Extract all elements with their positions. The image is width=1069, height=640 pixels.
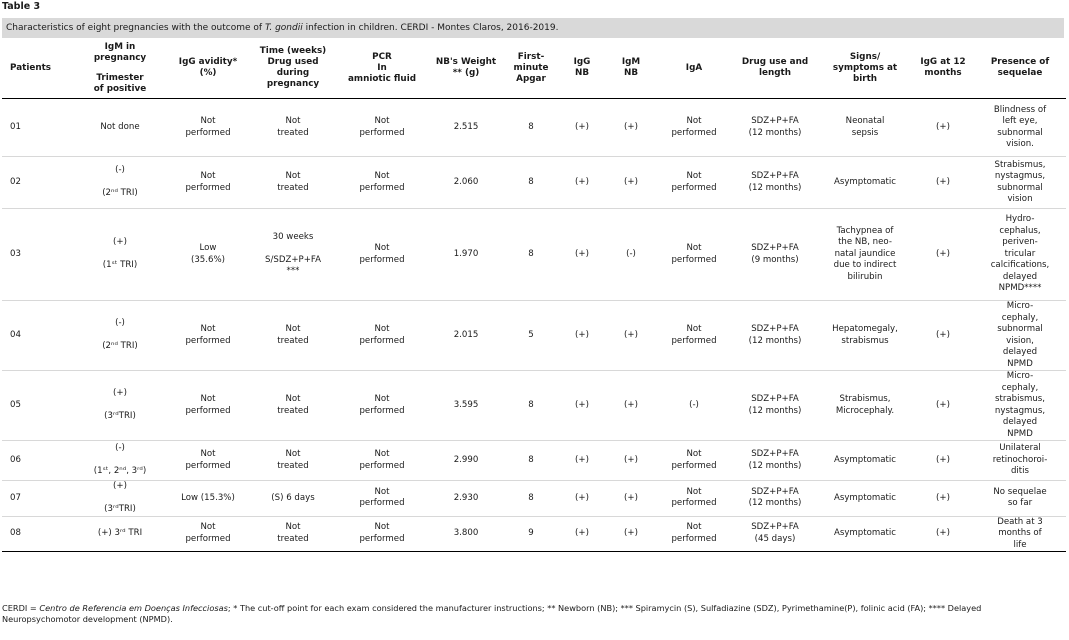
table-row xyxy=(2,441,1066,481)
table-row xyxy=(2,371,1066,441)
header-sequelae: Presence of sequelae xyxy=(974,38,1066,99)
cell-igg-avidity: Not performed xyxy=(166,516,250,552)
cell-sequelae: Death at 3 months of life xyxy=(974,516,1066,552)
cell-pcr-amniotic: Not performed xyxy=(336,371,428,441)
cell-sequelae: No sequelae so far xyxy=(974,481,1066,517)
cell-igg-nb: (+) xyxy=(558,99,606,157)
cell-igg-nb: (+) xyxy=(558,209,606,301)
cell-igg-avidity: Not performed xyxy=(166,301,250,371)
header-signs: Signs/ symptoms at birth xyxy=(818,38,912,99)
table-label: Table 3 xyxy=(2,1,41,12)
cell-patient-id: 04 xyxy=(2,301,74,371)
cell-igg-nb: (+) xyxy=(558,516,606,552)
header-igg-avidity: IgG avidity* (%) xyxy=(166,38,250,99)
cell-iga: Not performed xyxy=(656,481,732,517)
cell-sequelae: Strabismus, nystagmus, subnormal vision xyxy=(974,157,1066,209)
header-patients: Patients xyxy=(2,38,74,99)
cell-igg-nb: (+) xyxy=(558,371,606,441)
header-weight: NB's Weight ** (g) xyxy=(428,38,504,99)
cell-igg-12-months: (+) xyxy=(912,209,974,301)
cell-igm-pregnancy: (+) (1ˢᵗ TRI) xyxy=(74,209,166,301)
cell-apgar: 8 xyxy=(504,157,558,209)
footnote-prefix: CERDI = xyxy=(2,603,40,613)
header-pcr: PCR In amniotic fluid xyxy=(336,38,428,99)
cell-patient-id: 01 xyxy=(2,99,74,157)
cell-nb-weight: 2.060 xyxy=(428,157,504,209)
cell-nb-weight: 3.800 xyxy=(428,516,504,552)
cell-time-drug: 30 weeks S/SDZ+P+FA *** xyxy=(250,209,336,301)
cell-sequelae: Micro- cephaly, subnormal vision, delayed NPMD xyxy=(974,301,1066,371)
cell-igg-avidity: Not performed xyxy=(166,371,250,441)
cell-igg-12-months: (+) xyxy=(912,516,974,552)
cell-igm-pregnancy: (-) (2ⁿᵈ TRI) xyxy=(74,157,166,209)
cell-signs-symptoms: Asymptomatic xyxy=(818,157,912,209)
cell-igg-12-months: (+) xyxy=(912,301,974,371)
cell-drug-length: SDZ+P+FA (12 months) xyxy=(732,371,818,441)
cell-igm-pregnancy: (+) (3ʳᵈTRI) xyxy=(74,481,166,517)
cell-time-drug: Not treated xyxy=(250,516,336,552)
cell-igm-nb: (+) xyxy=(606,441,656,481)
table-row xyxy=(2,99,1066,157)
cell-signs-symptoms: Tachypnea of the NB, neo- natal jaundice due to indirect bilirubin xyxy=(818,209,912,301)
table-row xyxy=(2,157,1066,209)
cell-pcr-amniotic: Not performed xyxy=(336,481,428,517)
cell-time-drug: Not treated xyxy=(250,441,336,481)
cell-patient-id: 05 xyxy=(2,371,74,441)
cell-igm-pregnancy: Not done xyxy=(74,99,166,157)
cell-time-drug: Not treated xyxy=(250,301,336,371)
cell-drug-length: SDZ+P+FA (12 months) xyxy=(732,301,818,371)
cell-time-drug: (S) 6 days xyxy=(250,481,336,517)
cell-igm-pregnancy: (+) 3ʳᵈ TRI xyxy=(74,516,166,552)
cell-sequelae: Unilateral retinochoroi- ditis xyxy=(974,441,1066,481)
cell-igm-pregnancy: (+) (3ʳᵈTRI) xyxy=(74,371,166,441)
cell-igg-avidity: Low (15.3%) xyxy=(166,481,250,517)
cell-nb-weight: 2.015 xyxy=(428,301,504,371)
cell-drug-length: SDZ+P+FA (12 months) xyxy=(732,441,818,481)
cell-drug-length: SDZ+P+FA (12 months) xyxy=(732,157,818,209)
cell-patient-id: 08 xyxy=(2,516,74,552)
cell-pcr-amniotic: Not performed xyxy=(336,157,428,209)
footnote-rest: ; * The cut-off point for each exam considered the manufacturer instructions; ** Newborn (NB); *** Spiramycin (S), Sulfadiazine (SDZ), Pyrimethamine(P), folinic acid (FA); **** Delayed Neuropsychomotor development (NPMD). xyxy=(2,603,982,624)
cell-time-drug: Not treated xyxy=(250,371,336,441)
cell-apgar: 8 xyxy=(504,441,558,481)
cell-iga: Not performed xyxy=(656,99,732,157)
cell-igm-nb: (-) xyxy=(606,209,656,301)
cell-apgar: 5 xyxy=(504,301,558,371)
cell-drug-length: SDZ+P+FA (45 days) xyxy=(732,516,818,552)
cell-nb-weight: 2.515 xyxy=(428,99,504,157)
cell-igg-avidity: Not performed xyxy=(166,157,250,209)
cell-pcr-amniotic: Not performed xyxy=(336,301,428,371)
header-iga: IgA xyxy=(656,38,732,99)
cell-igg-nb: (+) xyxy=(558,157,606,209)
cell-sequelae: Hydro- cephalus, periven- tricular calcifications, delayed NPMD**** xyxy=(974,209,1066,301)
cell-patient-id: 07 xyxy=(2,481,74,517)
cell-signs-symptoms: Hepatomegaly, strabismus xyxy=(818,301,912,371)
header-igg-12: IgG at 12 months xyxy=(912,38,974,99)
cell-signs-symptoms: Asymptomatic xyxy=(818,441,912,481)
table-row xyxy=(2,301,1066,371)
table-caption xyxy=(2,18,1064,38)
cell-igm-nb: (+) xyxy=(606,516,656,552)
cell-nb-weight: 3.595 xyxy=(428,371,504,441)
cell-igg-12-months: (+) xyxy=(912,157,974,209)
cell-signs-symptoms: Strabismus, Microcephaly. xyxy=(818,371,912,441)
header-igm-nb: IgM NB xyxy=(606,38,656,99)
cell-patient-id: 03 xyxy=(2,209,74,301)
table-row xyxy=(2,209,1066,301)
cell-igm-nb: (+) xyxy=(606,371,656,441)
cell-apgar: 8 xyxy=(504,209,558,301)
cell-apgar: 8 xyxy=(504,371,558,441)
cell-nb-weight: 1.970 xyxy=(428,209,504,301)
cell-apgar: 8 xyxy=(504,99,558,157)
cell-drug-length: SDZ+P+FA (12 months) xyxy=(732,481,818,517)
cell-patient-id: 06 xyxy=(2,441,74,481)
cell-igg-nb: (+) xyxy=(558,301,606,371)
cell-pcr-amniotic: Not performed xyxy=(336,99,428,157)
header-igm-top: IgM in pregnancy xyxy=(93,41,147,63)
cell-igm-nb: (+) xyxy=(606,481,656,517)
cell-time-drug: Not treated xyxy=(250,157,336,209)
header-row xyxy=(2,38,1066,99)
cell-nb-weight: 2.990 xyxy=(428,441,504,481)
cell-igm-nb: (+) xyxy=(606,301,656,371)
cell-sequelae: Micro- cephaly, strabismus, nystagmus, delayed NPMD xyxy=(974,371,1066,441)
cell-igg-avidity: Not performed xyxy=(166,99,250,157)
cell-pcr-amniotic: Not performed xyxy=(336,209,428,301)
cell-igg-12-months: (+) xyxy=(912,441,974,481)
cell-igm-nb: (+) xyxy=(606,99,656,157)
cell-igg-avidity: Low (35.6%) xyxy=(166,209,250,301)
cell-iga: Not performed xyxy=(656,441,732,481)
cell-nb-weight: 2.930 xyxy=(428,481,504,517)
cell-drug-length: SDZ+P+FA (12 months) xyxy=(732,99,818,157)
cell-signs-symptoms: Asymptomatic xyxy=(818,481,912,517)
caption-organism: T. gondii xyxy=(264,23,303,33)
table-row xyxy=(2,516,1066,552)
header-drug: Drug use and length xyxy=(732,38,818,99)
cell-igm-nb: (+) xyxy=(606,157,656,209)
cell-igm-pregnancy: (-) (1ˢᵗ, 2ⁿᵈ, 3ʳᵈ) xyxy=(74,441,166,481)
cell-sequelae: Blindness of left eye, subnormal vision. xyxy=(974,99,1066,157)
cell-drug-length: SDZ+P+FA (9 months) xyxy=(732,209,818,301)
cell-signs-symptoms: Neonatal sepsis xyxy=(818,99,912,157)
cell-time-drug: Not treated xyxy=(250,99,336,157)
cell-patient-id: 02 xyxy=(2,157,74,209)
table-footnote xyxy=(2,603,1062,625)
cell-igg-nb: (+) xyxy=(558,441,606,481)
cell-iga: Not performed xyxy=(656,209,732,301)
cell-iga: Not performed xyxy=(656,516,732,552)
characteristics-table xyxy=(2,38,1066,552)
cell-apgar: 9 xyxy=(504,516,558,552)
cell-igg-12-months: (+) xyxy=(912,481,974,517)
caption-start: Characteristics of eight pregnancies with the outcome of xyxy=(6,23,265,33)
header-igm-pregnancy xyxy=(74,38,166,99)
caption-end: infection in children. CERDI - Montes Claros, 2016-2019. xyxy=(302,23,559,33)
cell-igg-avidity: Not performed xyxy=(166,441,250,481)
cell-signs-symptoms: Asymptomatic xyxy=(818,516,912,552)
header-igg-nb: IgG NB xyxy=(558,38,606,99)
header-apgar: First- minute Apgar xyxy=(504,38,558,99)
cell-igm-pregnancy: (-) (2ⁿᵈ TRI) xyxy=(74,301,166,371)
cell-igg-12-months: (+) xyxy=(912,371,974,441)
footnote-cerdi: Centro de Referencia em Doenças Infecciosas xyxy=(39,603,228,613)
cell-igg-nb: (+) xyxy=(558,481,606,517)
cell-iga: Not performed xyxy=(656,157,732,209)
cell-igg-12-months: (+) xyxy=(912,99,974,157)
cell-iga: Not performed xyxy=(656,301,732,371)
header-time: Time (weeks) Drug used during pregnancy xyxy=(250,38,336,99)
header-igm-bottom: Trimester of positive xyxy=(93,72,147,94)
cell-pcr-amniotic: Not performed xyxy=(336,516,428,552)
cell-apgar: 8 xyxy=(504,481,558,517)
table-row xyxy=(2,481,1066,517)
cell-iga: (-) xyxy=(656,371,732,441)
cell-pcr-amniotic: Not performed xyxy=(336,441,428,481)
